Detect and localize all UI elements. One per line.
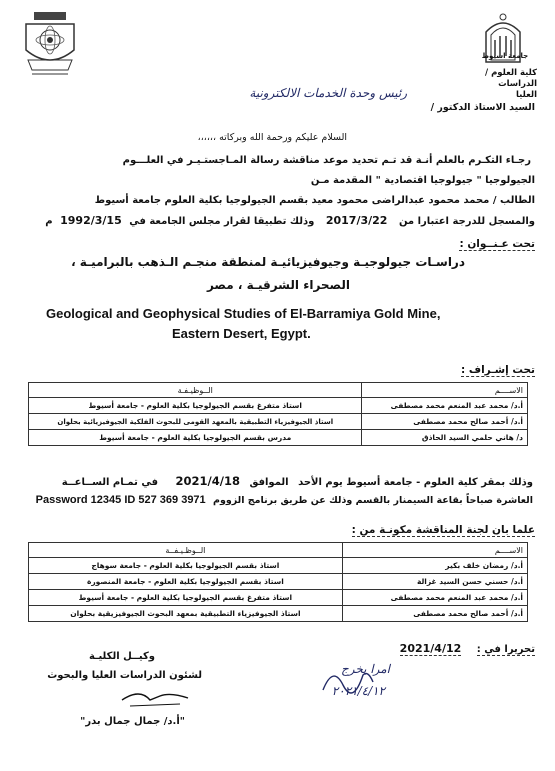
venue-place: وذلك بمقر كلية العلوم - جامعة أسيوط يوم الأحد [298, 477, 533, 488]
committee-member-position: استاذ متفرغ بقسم الجيولوجيا بكلية العلوم - جامعة أسيوط [29, 590, 343, 606]
committee-table [28, 542, 528, 622]
committee-member-name: أ.د/ حسني حسن السيد غزالة [342, 574, 527, 590]
committee-member-name: أ.د/ أحمد صالح محمد مصطفى [342, 606, 527, 622]
handwritten-approval-date: ٢٠٢١/٤/١٢ [331, 684, 385, 698]
venue-time-label: في تمـام الســاعــة [61, 477, 159, 488]
signature-mark [318, 660, 378, 704]
faculty-line-2: العليا [515, 90, 537, 100]
vice-dean-signature [120, 686, 190, 714]
table-header-row [29, 543, 528, 558]
thesis-title-english-1: Geological and Geophysical Studies of El-Barramiya Gold Mine, [46, 306, 441, 321]
letter-line-3: الطالب / محمد محمود عبدالراضى محمود معيد بقسم الجيولوجيا بكلية العلوم جامعة أسيوط [94, 195, 535, 206]
table-row [29, 414, 528, 430]
table-row [29, 606, 528, 622]
vice-dean-department: لشئون الدراسات العليا والبحوث [47, 670, 202, 681]
column-header-position: الــوظيـفـة [29, 383, 362, 398]
thesis-title-arabic-1: دراسـات جيولوجيـة وجيوفيزيائيـة لمنطقة منجـم الـذهب بالبراميـة ، [71, 255, 465, 269]
faculty-header [447, 68, 537, 101]
table-row [29, 558, 528, 574]
supervisor-position: استاذ متفرغ بقسم الجيولوجيا بكلية العلوم - جامعة أسيوط [29, 398, 362, 414]
table-row [29, 430, 528, 446]
committee-member-name: أ.د/ رمضان خلف بكير [342, 558, 527, 574]
salutation-title: السيد الاستاذ الدكتور / [430, 102, 535, 113]
handwritten-recipient: رئيس وحدة الخدمات الالكترونية [249, 86, 407, 100]
venue-hall: العاشرة صباحاً بقاعة السيمنار بالقسم وذلك عن طريق برنامج الزووم [212, 495, 533, 506]
supervision-label: تحت إشـراف : [461, 364, 535, 376]
table-row [29, 398, 528, 414]
vice-dean-name: "أ.د/ جمال جمال بدر" [80, 716, 185, 727]
written-on [400, 642, 535, 655]
registration-label: والمسجل للدرجة اعتبارا من [398, 216, 535, 227]
handwritten-approval: امرا يخرج [341, 662, 390, 676]
supervisor-name: أ.د/ أحمد صالح محمد مصطفى [362, 414, 528, 430]
greeting: السلام عليكم ورحمة الله وبركاته ،،،،،، [197, 132, 347, 143]
venue-date-label: الموافق [249, 477, 289, 488]
era-suffix: م [45, 216, 53, 227]
supervisor-name: أ.د/ محمد عبد المنعم محمد مصطفى [362, 398, 528, 414]
letter-line-2: الجيولوجيا " جيولوجيا اقتصادية " المقدمة مـن [310, 175, 535, 186]
table-header-row [29, 383, 528, 398]
venue-line-1 [62, 474, 533, 488]
supervisor-name: د/ هاني حلمي السيد الحاذق [362, 430, 528, 446]
supervisor-position: استاذ الجيوفيزياء التطبيقية بالمعهد القومى للبحوث الفلكية الجيوفيزيائية بحلوان [29, 414, 362, 430]
committee-member-position: استاذ بقسم الجيولوجيا بكلية العلوم - جامعة سوهاج [29, 558, 343, 574]
committee-label: علما بان لجنة المناقشة مكونـة من : [351, 524, 535, 536]
committee-member-name: أ.د/ محمد عبد المنعم محمد مصطفى [342, 590, 527, 606]
thesis-title-label: تحت عـنــوان : [459, 238, 535, 250]
committee-member-position: استاذ بقسم الجيولوجيا بكلية العلوم - جامعة المنصورة [29, 574, 343, 590]
written-on-label: تحريرا في : [476, 644, 535, 655]
supervision-table [28, 382, 528, 446]
vice-dean-title: وكيــل الكليـة [88, 651, 155, 662]
table-row [29, 574, 528, 590]
column-header-name: الاســــم [342, 543, 527, 558]
supervisor-position: مدرس بقسم الجيولوجيا بكلية العلوم - جامعة أسيوط [29, 430, 362, 446]
committee-member-position: استاذ الجيوفيزياء التطبيقية بمعهد البحوث الجيوفيزيقية بحلوان [29, 606, 343, 622]
thesis-title-arabic-2: الصحراء الشرقيـة ، مصر [206, 278, 350, 292]
table-row [29, 590, 528, 606]
venue-line-2 [36, 494, 533, 506]
thesis-title-english-2: Eastern Desert, Egypt. [172, 326, 311, 341]
letter-line-1: رجـاء التكـرم بالعلم أنـة قد تـم تحديد موعد مناقشة رسالة المـاجستـيـر في العلـــوم [122, 155, 531, 166]
column-header-name: الاســــم [362, 383, 528, 398]
council-decision-label: وذلك تطبيقا لقرار مجلس الجامعة في [129, 216, 315, 227]
written-on-date: 2021/4/12 [399, 642, 462, 655]
faculty-line-1: كلية العلوم / الدراسات [485, 68, 537, 89]
faculty-logo [20, 10, 80, 80]
zoom-credentials: Password 12345 ID 527 369 3971 [35, 494, 206, 506]
council-decision-date: 1992/3/15 [60, 214, 122, 227]
column-header-position: الــوظـيـفــة [29, 543, 343, 558]
university-logo-text: جامعة اسيوط [481, 52, 529, 60]
defense-date: 2021/4/18 [175, 474, 240, 488]
letter-line-4 [45, 214, 535, 227]
registration-date: 2017/3/22 [325, 214, 388, 227]
